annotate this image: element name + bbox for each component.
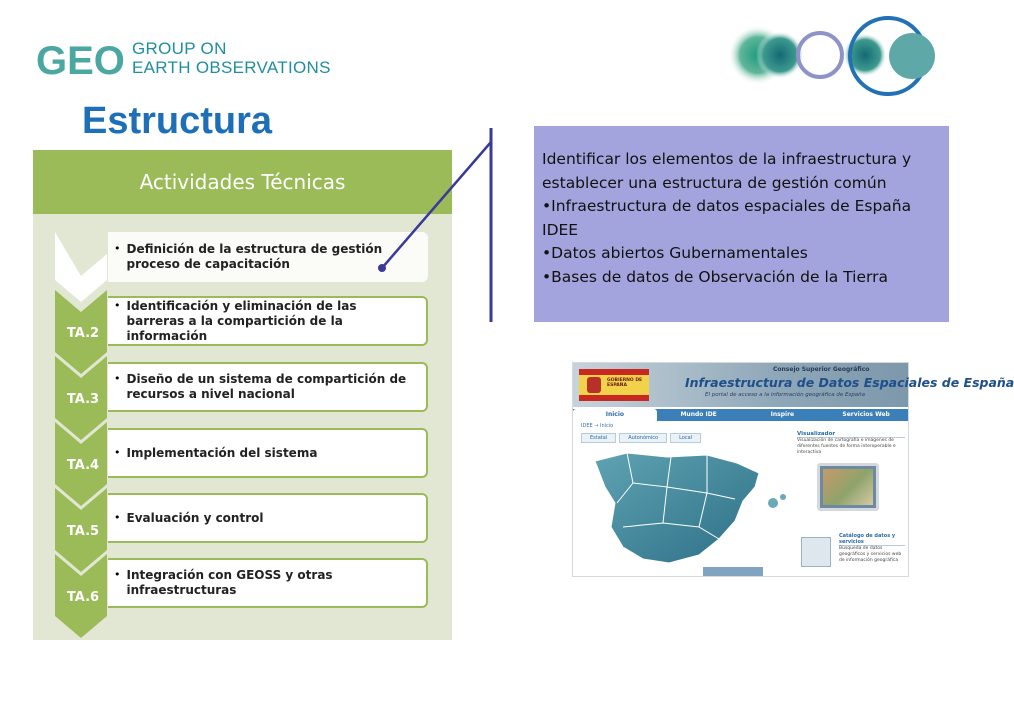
activity-item-3	[108, 362, 428, 412]
thumb-org: Consejo Superior Geográfico	[773, 366, 870, 373]
info-bullet-1: •Infraestructura de datos espaciales de España IDEE	[542, 197, 912, 239]
decorative-circles-icon	[720, 10, 950, 100]
activity-item-1	[108, 232, 428, 282]
panel-header: Actividades Técnicas	[33, 150, 452, 214]
thumb-nav-servicios-web[interactable]: Servicios Web	[842, 411, 890, 418]
page-title: Estructura	[82, 100, 273, 142]
activity-text-1: Definición de la estructura de gestión proceso de capacitación	[126, 242, 383, 271]
activity-item-6	[108, 558, 428, 608]
laptop-icon	[817, 463, 879, 511]
thumb-nav-mundo-ide[interactable]: Mundo IDE	[680, 411, 717, 418]
deco-circle-6	[889, 33, 935, 79]
thumb-side-heading: Visualizador	[797, 431, 905, 438]
thumb-catalog-text: Búsqueda de datos geográficos y servicios web de información geográfica	[839, 546, 902, 563]
geo-logo-text	[132, 39, 331, 77]
spain-map-icon	[587, 443, 797, 575]
thumb-catalog	[839, 533, 905, 564]
thumb-sidebar	[797, 431, 905, 456]
activity-text-3: Diseño de un sistema de compartición de recursos a nivel nacional	[126, 372, 407, 401]
tag-ta5: TA.5	[66, 524, 100, 539]
thumb-breadcrumb: IDEE → Inicio	[581, 423, 614, 429]
logo-line-2: EARTH OBSERVATIONS	[132, 58, 331, 77]
tag-ta4: TA.4	[66, 458, 100, 473]
thumb-tabs	[581, 433, 701, 443]
bullet: •	[114, 298, 121, 312]
info-bullet-2: •Datos abiertos Gubernamentales	[542, 244, 808, 262]
activity-item-4	[108, 428, 428, 478]
tag-ta2: TA.2	[66, 326, 100, 341]
thumb-tab-autonomico[interactable]: Autonómico	[619, 433, 667, 443]
thumb-tab-local[interactable]: Local	[670, 433, 701, 443]
info-intro: Identificar los elementos de la infraestructura y establecer una estructura de gestión común	[542, 150, 912, 192]
deco-circle-3	[798, 33, 842, 77]
thumb-nav	[573, 409, 908, 421]
gov-text: GOBIERNO DE ESPAÑA	[607, 378, 643, 388]
info-box	[534, 126, 949, 322]
crest-icon	[587, 377, 601, 393]
bullet: •	[114, 242, 121, 255]
logo-line-1: GROUP ON	[132, 39, 227, 58]
geo-logo-icon	[36, 36, 126, 82]
thumb-nav-inicio[interactable]: Inicio	[573, 409, 657, 421]
activity-text-5: Evaluación y control	[126, 510, 264, 525]
idee-website-screenshot	[573, 363, 1014, 576]
thumb-catalog-heading: Catálogo de datos y servicios	[839, 533, 905, 546]
activity-item-2	[108, 296, 428, 346]
info-bullet-3: •Bases de datos de Observación de la Tierra	[542, 267, 888, 286]
chevron-ta6	[33, 554, 103, 640]
geo-logo-mark: GEO	[36, 39, 125, 83]
activity-text-2: Identificación y eliminación de las barreras a la compartición de la información	[126, 298, 357, 343]
tag-ta6: TA.6	[66, 590, 100, 605]
bullet: •	[114, 445, 121, 459]
tag-ta3: TA.3	[66, 392, 100, 407]
activity-item-5	[108, 493, 428, 543]
thumb-site-title: Infraestructura de Datos Espaciales de España	[685, 375, 1014, 390]
geo-logo	[36, 36, 336, 82]
spain-government-logo	[579, 369, 649, 401]
thumb-site-subtitle: El portal de acceso a la información geográfica de España	[705, 392, 866, 398]
thumb-header	[573, 363, 1014, 407]
catalog-icon	[801, 537, 831, 567]
activity-text-4: Implementación del sistema	[126, 445, 318, 460]
bullet: •	[114, 510, 121, 524]
thumb-footer-bar	[703, 567, 763, 576]
bullet: •	[114, 372, 121, 385]
thumb-tab-estatal[interactable]: Estatal	[581, 433, 616, 443]
technical-activities-panel	[33, 150, 452, 640]
bullet: •	[114, 568, 121, 581]
activity-text-6: Integración con GEOSS y otras infraestructuras	[126, 568, 333, 597]
thumb-side-text: Visualización de cartografía e imágenes de diferentes fuentes de forma interoperable e interactiva	[797, 438, 896, 455]
thumb-nav-inspire[interactable]: Inspire	[770, 411, 795, 418]
